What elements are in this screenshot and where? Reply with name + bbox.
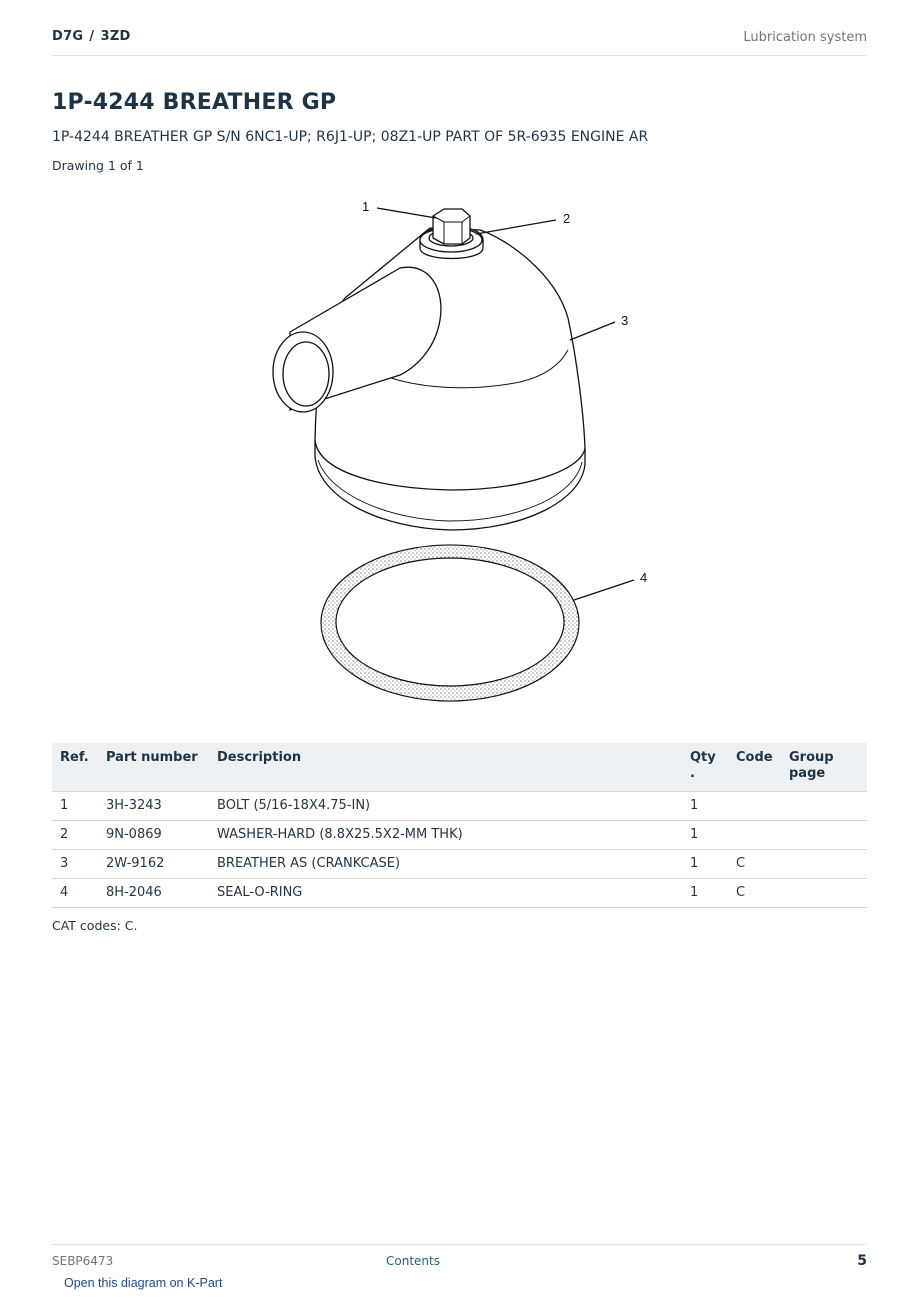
callout-4: 4 [640,570,648,585]
cell-group-page [781,850,867,879]
cell-description: BOLT (5/16-18X4.75-IN) [209,792,682,821]
table-row [52,792,867,821]
tube-opening-inner [283,342,329,406]
cell-group-page [781,879,867,908]
page-subtitle: 1P-4244 BREATHER GP S/N 6NC1-UP; R6J1-UP; 08Z1-UP PART OF 5R-6935 ENGINE AR [52,129,649,145]
section-name: Lubrication system [743,30,867,45]
cell-qty: 1 [682,792,728,821]
cat-codes-note: CAT codes: C. [52,918,138,933]
cell-ref: 3 [52,850,98,879]
cell-part-number: 3H-3243 [98,792,209,821]
callout-3: 3 [621,313,629,328]
cell-group-page [781,821,867,850]
cell-code: C [728,879,781,908]
drawing-label: Drawing 1 of 1 [52,158,144,173]
cell-part-number: 8H-2046 [98,879,209,908]
seal-o-ring [321,545,579,701]
document-id: SEBP6473 [52,1254,114,1268]
cell-code: C [728,850,781,879]
cell-qty: 1 [682,879,728,908]
parts-table [52,743,867,908]
cell-ref: 1 [52,792,98,821]
breadcrumb-model: D7G [52,29,84,44]
breadcrumb-prefix: 3ZD [100,29,131,44]
callout-1: 1 [362,199,370,214]
bolt-head [433,209,470,244]
header-part-number: Part number [98,743,209,792]
cell-description: WASHER-HARD (8.8X25.5X2-MM THK) [209,821,682,850]
header-description: Description [209,743,682,792]
open-kpart-link[interactable]: Open this diagram on K-Part [64,1276,223,1290]
cell-ref: 4 [52,879,98,908]
header-qty-line1: Qty [690,750,716,765]
cell-qty: 1 [682,850,728,879]
callout-2: 2 [563,211,571,226]
breadcrumb-separator: / [89,29,95,44]
header-qty-line2: . [690,766,695,781]
page-footer [52,1244,867,1275]
header-group-line1: Group [789,750,834,765]
header-group-page [781,743,867,792]
table-row [52,821,867,850]
header-qty [682,743,728,792]
table-row [52,850,867,879]
cell-code [728,792,781,821]
cell-description: SEAL-O-RING [209,879,682,908]
cell-description: BREATHER AS (CRANKCASE) [209,850,682,879]
cell-group-page [781,792,867,821]
page-number: 5 [857,1253,867,1269]
table-row [52,879,867,908]
cell-code [728,821,781,850]
header-group-line2: page [789,766,826,781]
contents-link[interactable]: Contents [386,1254,440,1268]
table-header-row [52,743,867,792]
cell-part-number: 9N-0869 [98,821,209,850]
page-title: 1P-4244 BREATHER GP [52,90,337,115]
cell-part-number: 2W-9162 [98,850,209,879]
cell-ref: 2 [52,821,98,850]
header-code: Code [728,743,781,792]
header-ref: Ref. [52,743,98,792]
cell-qty: 1 [682,821,728,850]
